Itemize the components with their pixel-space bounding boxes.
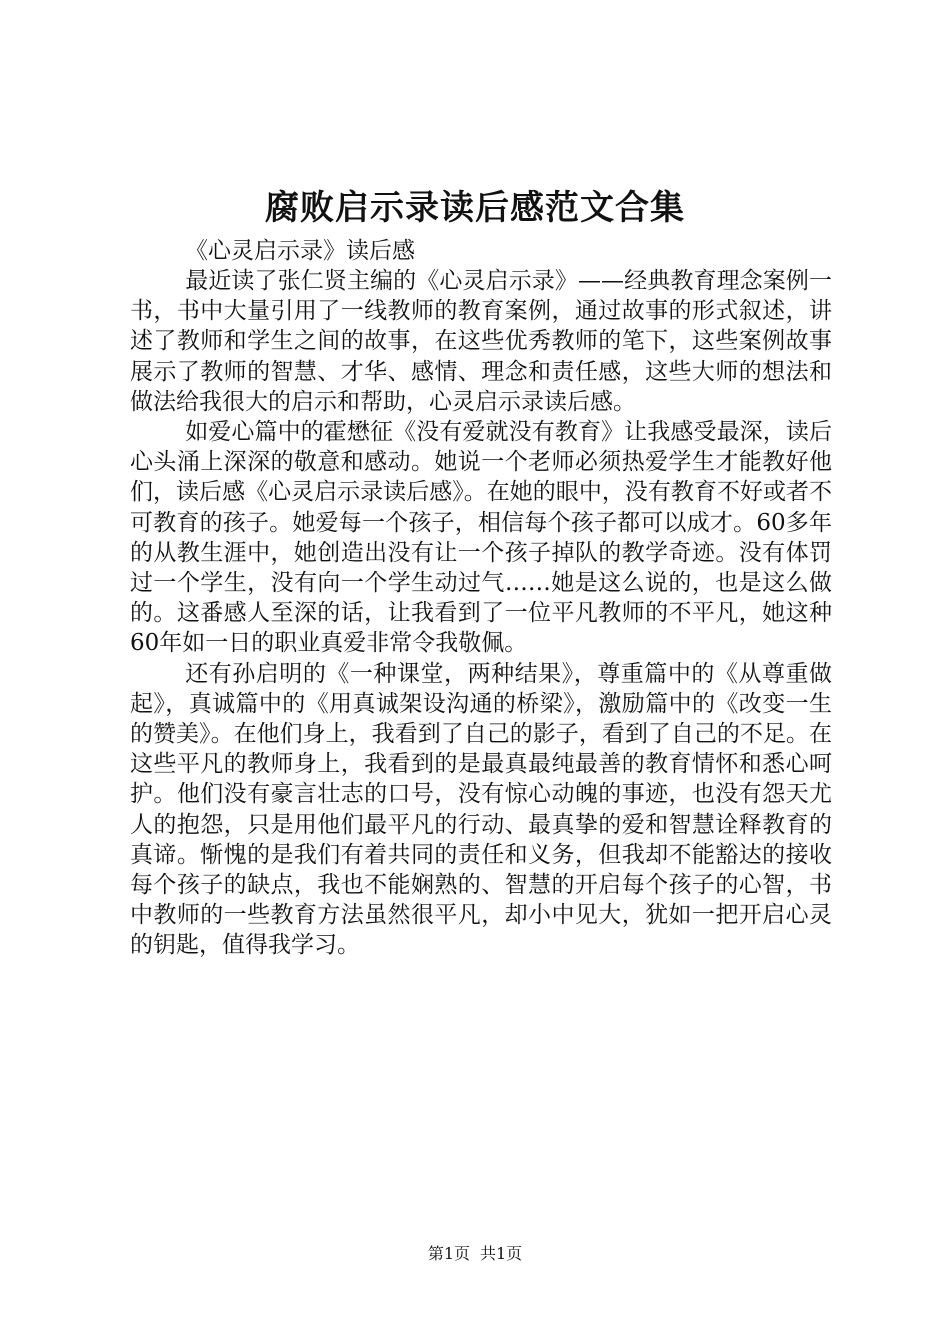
- page-number: 第1页: [427, 1244, 470, 1263]
- page-footer: [0, 1243, 950, 1265]
- page-total: 共1页: [480, 1244, 523, 1263]
- body-paragraph: 还有孙启明的《一种课堂，两种结果》，尊重篇中的《从尊重做起》，真诚篇中的《用真诚架设沟通的桥梁》，激励篇中的《改变一生的赞美》。在他们身上，我看到了自己的影子，看到了自己的不足。在这些平凡的教师身上，我看到的是最真最纯最善的教育情怀和悉心呵护。他们没有豪言壮志的口号，没有惊心动魄的事迹，也没有怨天尤人的抱怨，只是用他们最平凡的行动、最真挚的爱和智慧诠释教育的真谛。惭愧的是我们有着共同的责任和义务，但我却不能豁达的接收每个孩子的缺点，我也不能娴熟的、智慧的开启每个孩子的心智，书中教师的一些教育方法虽然很平凡，却小中见大，犹如一把开启心灵的钥匙，值得我学习。: [130, 660, 832, 959]
- document-title: 腐败启示录读后感范文合集: [265, 188, 685, 228]
- document-body: [130, 266, 832, 961]
- body-paragraph: 最近读了张仁贤主编的《心灵启示录》——经典教育理念案例一书，书中大量引用了一线教师的教育案例，通过故事的形式叙述，讲述了教师和学生之间的故事，在这些优秀教师的笔下，这些案例故事展示了教师的智慧、才华、感情、理念和责任感，这些大师的想法和做法给我很大的启示和帮助，心灵启示录读后感。: [130, 268, 832, 415]
- body-paragraph: 如爱心篇中的霍懋征《没有爱就没有教育》让我感受最深，读后心头涌上深深的敬意和感动。她说一个老师必须热爱学生才能教好他们，读后感《心灵启示录读后感》。在她的眼中，没有教育不好或者不可教育的孩子。她爱每一个孩子，相信每个孩子都可以成才。60多年的从教生涯中，她创造出没有让一个孩子掉队的教学奇迹。没有体罚过一个学生，没有向一个学生动过气……她是这么说的，也是这么做的。这番感人至深的话，让我看到了一位平凡教师的不平凡，她这种60年如一日的职业真爱非常令我敬佩。: [130, 419, 832, 657]
- document-subtitle: 《心灵启示录》读后感: [185, 238, 415, 264]
